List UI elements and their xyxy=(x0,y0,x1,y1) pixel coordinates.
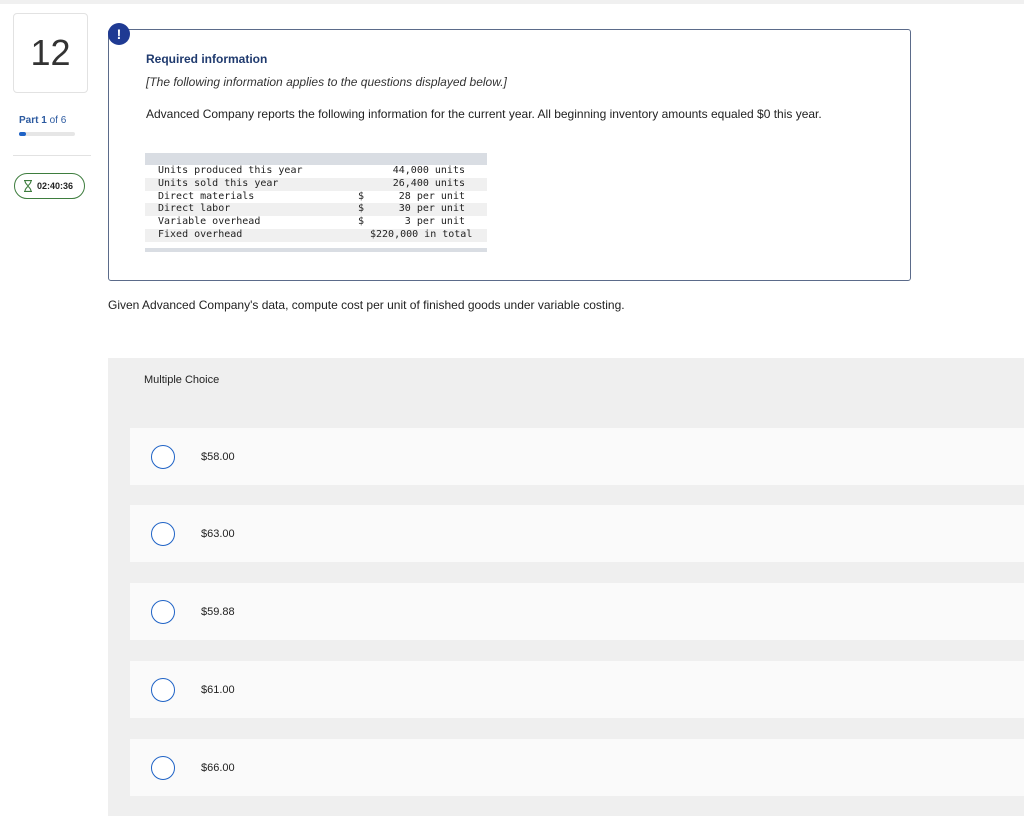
row-dollar: $ xyxy=(358,216,365,228)
part-progress-bar xyxy=(19,132,75,136)
row-value: 28 per unit xyxy=(398,190,465,202)
data-table-footer-bar xyxy=(145,248,487,252)
row-label: Direct materials xyxy=(158,190,255,202)
table-row xyxy=(145,229,487,242)
required-information-text: Advanced Company reports the following information for the current year. All beginning inventory amounts equaled $0 this year. xyxy=(146,107,822,121)
question-number: 12 xyxy=(30,32,71,73)
exclamation-icon: ! xyxy=(108,23,130,45)
row-value: 30 per unit xyxy=(398,203,465,215)
choice-label: $66.00 xyxy=(201,761,235,774)
row-label: Units sold this year xyxy=(158,177,279,189)
row-dollar xyxy=(358,165,370,178)
hourglass-icon xyxy=(23,180,33,192)
part-word-current: Part 1 xyxy=(19,115,47,126)
row-value: 26,400 units xyxy=(392,177,465,189)
radio-button[interactable] xyxy=(151,445,175,469)
row-dollar: $ xyxy=(358,190,365,202)
table-row xyxy=(145,203,487,216)
timer[interactable] xyxy=(14,173,85,199)
timer-value: 02:40:36 xyxy=(37,181,74,191)
row-label: Fixed overhead xyxy=(158,228,243,240)
row-label: Units produced this year xyxy=(158,165,303,176)
row-value: 44,000 units xyxy=(392,165,465,176)
table-row xyxy=(145,191,487,204)
choice-label: $63.00 xyxy=(201,527,235,540)
row-dollar: $ xyxy=(358,203,365,215)
part-indicator xyxy=(19,115,66,126)
required-information-title: Required information xyxy=(146,52,268,66)
table-row xyxy=(145,178,487,191)
choice-option-1[interactable] xyxy=(130,428,1024,485)
required-information-subtitle: [The following information applies to the questions displayed below.] xyxy=(146,75,507,89)
choice-label: $59.88 xyxy=(201,605,235,618)
row-dollar xyxy=(358,229,370,242)
rail-divider xyxy=(13,155,91,156)
table-row xyxy=(145,216,487,229)
choice-option-3[interactable] xyxy=(130,583,1024,640)
row-label: Variable overhead xyxy=(158,216,261,228)
data-table-header-bar xyxy=(145,153,487,165)
data-table-body xyxy=(145,165,487,242)
choice-label: $61.00 xyxy=(201,683,235,696)
row-value: $220,000 in total xyxy=(370,228,473,240)
data-table xyxy=(145,153,487,252)
table-row xyxy=(145,165,487,178)
row-value: 3 per unit xyxy=(404,216,465,228)
choice-option-5[interactable] xyxy=(130,739,1024,796)
radio-button[interactable] xyxy=(151,600,175,624)
question-text: Given Advanced Company's data, compute cost per unit of finished goods under variable costing. xyxy=(108,298,625,312)
row-dollar xyxy=(358,178,370,191)
radio-button[interactable] xyxy=(151,522,175,546)
multiple-choice-panel xyxy=(108,358,1024,816)
required-information-box xyxy=(108,29,911,281)
part-progress-fill xyxy=(19,132,26,136)
row-label: Direct labor xyxy=(158,203,231,215)
top-border xyxy=(0,0,1024,4)
radio-button[interactable] xyxy=(151,678,175,702)
part-of-total: of 6 xyxy=(49,115,67,126)
multiple-choice-header: Multiple Choice xyxy=(144,374,220,386)
choice-option-4[interactable] xyxy=(130,661,1024,718)
question-number-box[interactable] xyxy=(13,13,88,93)
radio-button[interactable] xyxy=(151,756,175,780)
choice-option-2[interactable] xyxy=(130,505,1024,562)
choice-label: $58.00 xyxy=(201,450,235,463)
